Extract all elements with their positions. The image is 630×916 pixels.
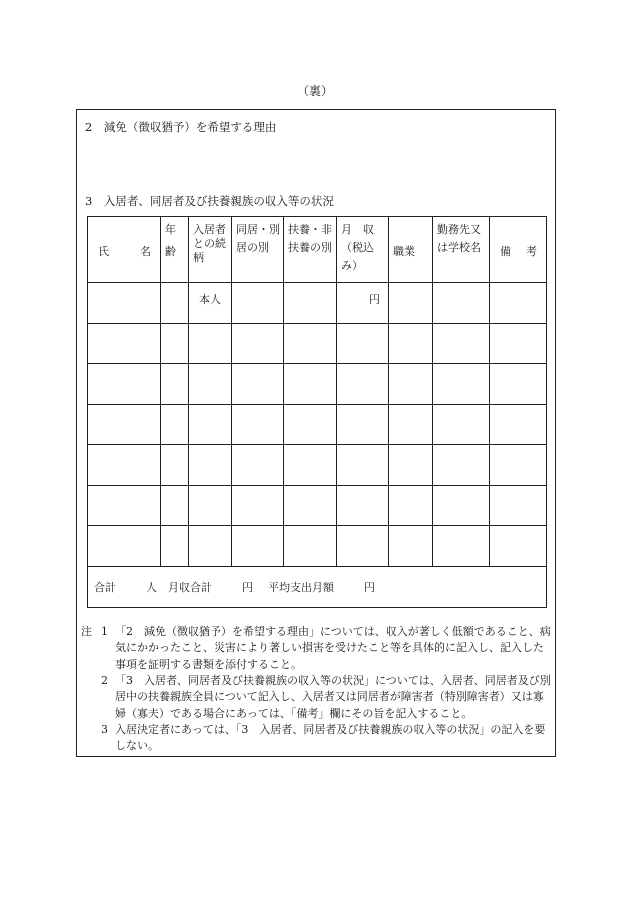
notes-head: 注 [81, 625, 92, 638]
col-cohabit-header: 同居・別居の別 [232, 217, 284, 283]
income-cell[interactable] [337, 445, 389, 486]
yen-unit-1: 円 [242, 580, 253, 594]
relation-cell[interactable] [189, 364, 232, 405]
form-frame [76, 109, 556, 757]
age-cell[interactable] [161, 404, 189, 445]
col-dependent-header: 扶養・非扶養の別 [284, 217, 337, 283]
relation-cell[interactable] [189, 323, 232, 364]
income-unit-text: 円 [369, 293, 380, 306]
remarks-cell[interactable] [490, 364, 547, 405]
relation-cell[interactable] [189, 485, 232, 526]
dependent-cell[interactable] [284, 445, 337, 486]
name-cell[interactable] [88, 526, 161, 567]
job-cell[interactable] [389, 485, 433, 526]
dependent-cell[interactable] [284, 283, 337, 324]
income-cell[interactable] [337, 283, 389, 324]
cohabit-cell[interactable] [232, 445, 284, 486]
monthly-income-label: 月収合計 [168, 580, 212, 594]
remarks-cell[interactable] [490, 404, 547, 445]
name-cell[interactable] [88, 323, 161, 364]
cohabit-cell[interactable] [232, 526, 284, 567]
table-header-row [88, 217, 547, 283]
col-job-header: 職業 [389, 217, 433, 283]
table-row [88, 445, 547, 486]
workplace-cell[interactable] [433, 364, 490, 405]
income-cell[interactable] [337, 526, 389, 567]
name-cell[interactable] [88, 364, 161, 405]
page-side-label: （裏） [296, 84, 333, 98]
remarks-cell[interactable] [490, 485, 547, 526]
age-cell[interactable] [161, 445, 189, 486]
section3-heading: 3 入居者、同居者及び扶養親族の収入等の状況 [85, 194, 334, 208]
col-age-header: 年 齢 [161, 217, 189, 283]
age-cell[interactable] [161, 364, 189, 405]
avg-expense-label: 平均支出月額 [268, 580, 334, 594]
name-cell[interactable] [88, 283, 161, 324]
relation-cell[interactable] [189, 445, 232, 486]
table-row [88, 283, 547, 324]
yen-unit-2: 円 [364, 580, 375, 594]
dependent-cell[interactable] [284, 485, 337, 526]
workplace-cell[interactable] [433, 445, 490, 486]
col-workplace-header: 勤務先又は学校名 [433, 217, 490, 283]
income-cell[interactable] [337, 364, 389, 405]
age-cell[interactable] [161, 283, 189, 324]
cohabit-cell[interactable] [232, 283, 284, 324]
note-item: 2 「3 入居者、同居者及び扶養親族の収入等の状況」については、入居者、同居者及び別居中の扶養親族全員について記入し、入居者又は同居者が障害者（特別障害者）又は寡婦（寡夫）である場合にあっては、「備考」欄にその旨を記入すること。 [101, 674, 551, 720]
table-row [88, 323, 547, 364]
name-cell[interactable] [88, 485, 161, 526]
job-cell[interactable] [389, 445, 433, 486]
remarks-cell[interactable] [490, 445, 547, 486]
job-cell[interactable] [389, 323, 433, 364]
table-row [88, 404, 547, 445]
relation-self-text: 本人 [199, 293, 221, 306]
dependent-cell[interactable] [284, 526, 337, 567]
workplace-cell[interactable] [433, 283, 490, 324]
workplace-cell[interactable] [433, 323, 490, 364]
job-cell[interactable] [389, 364, 433, 405]
dependent-cell[interactable] [284, 404, 337, 445]
workplace-cell[interactable] [433, 526, 490, 567]
job-cell[interactable] [389, 283, 433, 324]
summary-row [88, 566, 547, 607]
section2-heading: 2 減免（徴収猶予）を希望する理由 [85, 120, 277, 134]
income-cell[interactable] [337, 485, 389, 526]
age-cell[interactable] [161, 323, 189, 364]
income-cell[interactable] [337, 404, 389, 445]
income-cell[interactable] [337, 323, 389, 364]
cohabit-cell[interactable] [232, 364, 284, 405]
workplace-cell[interactable] [433, 404, 490, 445]
remarks-cell[interactable] [490, 526, 547, 567]
note-item: 1 「2 減免（徴収猶予）を希望する理由」については、収入が著しく低額であること、病気にかかったこと、災害により著しい損害を受けたこと等を具体的に記入し、記入した事項を証明する書類を添付すること。 [101, 625, 551, 671]
remarks-cell[interactable] [490, 283, 547, 324]
dependent-cell[interactable] [284, 364, 337, 405]
people-unit: 人 [146, 580, 157, 594]
total-label: 合計 [94, 580, 116, 594]
job-cell[interactable] [389, 404, 433, 445]
job-cell[interactable] [389, 526, 433, 567]
relation-cell[interactable] [189, 283, 232, 324]
dependent-cell[interactable] [284, 323, 337, 364]
summary-cell [88, 566, 547, 607]
cohabit-cell[interactable] [232, 404, 284, 445]
name-cell[interactable] [88, 404, 161, 445]
income-table [87, 216, 547, 608]
table-row [88, 526, 547, 567]
age-cell[interactable] [161, 526, 189, 567]
relation-cell[interactable] [189, 526, 232, 567]
workplace-cell[interactable] [433, 485, 490, 526]
remarks-cell[interactable] [490, 323, 547, 364]
col-income-header: 月 収（税込み） [337, 217, 389, 283]
note-item: 3 入居決定者にあっては、「3 入居者、同居者及び扶養親族の収入等の状況」の記入を要しない。 [101, 723, 546, 753]
relation-cell[interactable] [189, 404, 232, 445]
name-cell[interactable] [88, 445, 161, 486]
age-cell[interactable] [161, 485, 189, 526]
col-relation-header: 入居者との続柄 [189, 217, 232, 283]
col-name-header: 氏 名 [88, 217, 161, 283]
table-row [88, 364, 547, 405]
cohabit-cell[interactable] [232, 323, 284, 364]
col-remarks-header: 備 考 [490, 217, 547, 283]
cohabit-cell[interactable] [232, 485, 284, 526]
table-row [88, 485, 547, 526]
